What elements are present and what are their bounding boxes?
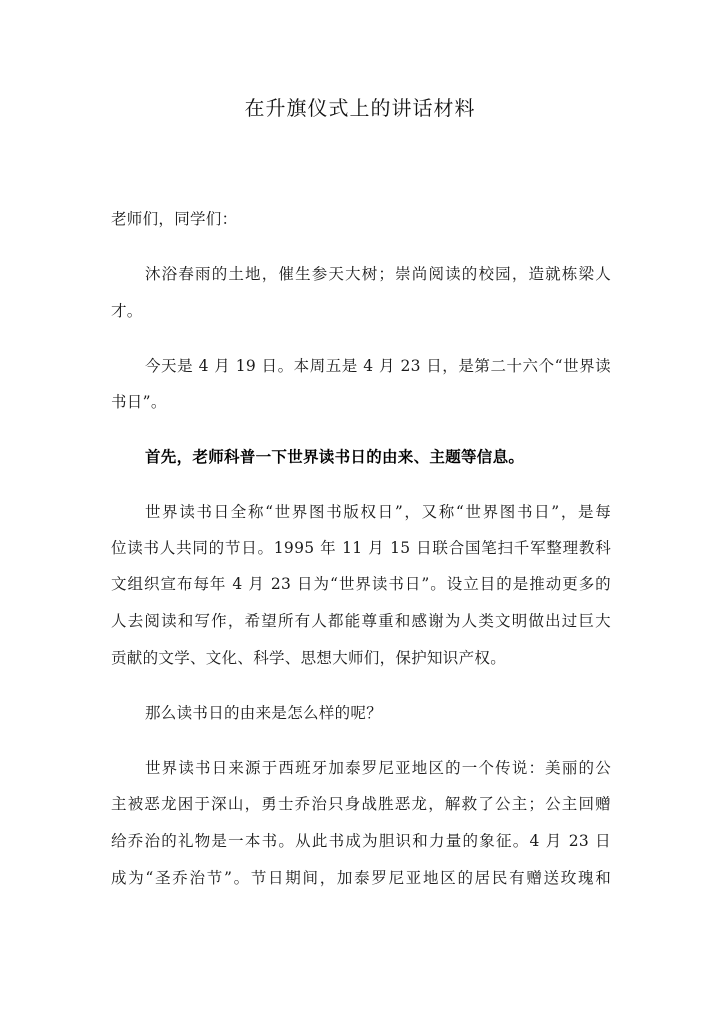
- paragraph-line: 文组织宣布每年 4 月 23 日为“世界读书日”。设立目的是推动更多的: [111, 575, 611, 593]
- paragraph-line: 给乔治的礼物是一本书。从此书成为胆识和力量的象征。4 月 23 日: [111, 832, 611, 850]
- paragraph-line: 世界读书日全称“世界图书版权日”，又称“世界图书日”，是每: [145, 503, 611, 521]
- document-title: 在升旗仪式上的讲话材料: [244, 96, 476, 120]
- paragraph-line: 贡献的文学、文化、科学、思想大师们，保护知识产权。: [111, 649, 507, 667]
- paragraph-line: 成为“圣乔治节”。节日期间，加泰罗尼亚地区的居民有赠送玫瑰和: [111, 869, 611, 887]
- paragraph-line: 书日”。: [111, 393, 167, 411]
- paragraph-line: 主被恶龙困于深山，勇士乔治只身战胜恶龙，解救了公主；公主回赠: [111, 795, 611, 813]
- bold-heading-line: 首先，老师科普一下世界读书日的由来、主题等信息。: [145, 447, 525, 466]
- paragraph-line: 今天是 4 月 19 日。本周五是 4 月 23 日，是第二十六个“世界读: [145, 357, 611, 375]
- paragraph-line: 才。: [111, 302, 143, 320]
- paragraph-line: 那么读书日的由来是怎么样的呢？: [145, 704, 383, 722]
- paragraph-line: 世界读书日来源于西班牙加泰罗尼亚地区的一个传说：美丽的公: [145, 759, 611, 777]
- paragraph-line: 沐浴春雨的土地，催生参天大树；崇尚阅读的校园，造就栋梁人: [145, 265, 611, 283]
- salutation-line: 老师们，同学们：: [111, 210, 238, 228]
- paragraph-line: 位读书人共同的节日。1995 年 11 月 15 日联合国笔扫千军整理教科: [111, 539, 611, 557]
- paragraph-line: 人去阅读和写作，希望所有人都能尊重和感谢为人类文明做出过巨大: [111, 612, 611, 630]
